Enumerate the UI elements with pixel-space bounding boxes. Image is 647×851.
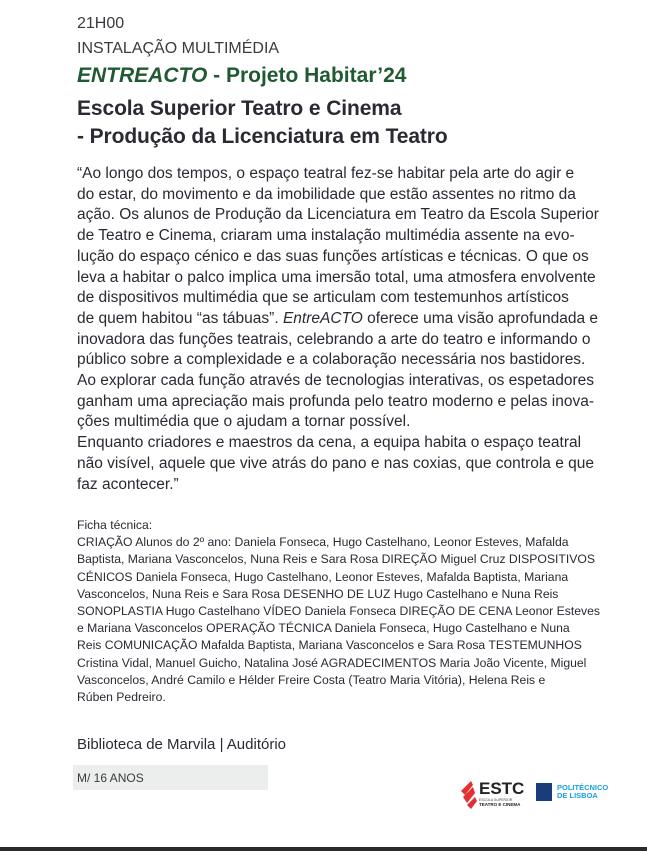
venue: Biblioteca de Marvila | Auditório <box>77 736 287 753</box>
credits-line: CRIAÇÃO Alunos do 2º ano: Daniela Fonseca, Hugo Castelhano, Leonor Esteves, Mafalda <box>77 535 569 550</box>
body-line: de Teatro e Cinema, criaram uma instalação multimédia assente na evo- <box>77 227 575 245</box>
svg-text:TEATRO E CINEMA: TEATRO E CINEMA <box>479 802 521 807</box>
body-line: ganham uma apreciação mais profunda pelo teatro moderno e pelas inova- <box>77 392 594 410</box>
credits-line: Cristina Vidal, Manuel Guicho, Natalina José AGRADECIMENTOS Maria João Vicente, Miguel <box>77 655 587 670</box>
body-text: oferece uma visão aprofundada e <box>362 309 599 327</box>
bottom-bar <box>0 847 647 851</box>
credits-line: Rúben Pedreiro. <box>77 690 166 705</box>
description <box>77 164 599 495</box>
body-line: faz acontecer.” <box>77 475 179 493</box>
event-category: INSTALAÇÃO MULTIMÉDIA <box>77 40 280 57</box>
body-line: de dispositivos multimédia que se articulam com testemunhos artísticos <box>77 289 569 307</box>
ipl-text-1: POLITÉCNICO <box>557 782 609 792</box>
credits-line: Baptista, Mariana Vasconcelos, Nuna Reis e Sara Rosa DIREÇÃO Miguel Cruz DISPOSITIVOS <box>77 552 595 567</box>
body-line: ções multimédia que o ajudam a tornar possível. <box>77 413 411 431</box>
credits-line: Vasconcelos, Nuna Reis e Sara Rosa DESENHO DE LUZ Hugo Castelhano e Nuna Reis <box>77 586 559 601</box>
body-line: lução do espaço cénico e das suas funções artísticas e técnicas. O que os <box>77 247 589 265</box>
body-text: de quem habitou “as tábuas”. <box>77 309 283 327</box>
body-line: Ao explorar cada função através de tecnologias interativas, os espetadores <box>77 372 594 390</box>
credits-line: e Mariana Vasconcelos OPERAÇÃO TÉCNICA Daniela Fonseca, Hugo Castelhano e Nuna <box>77 621 570 636</box>
event-title <box>77 64 406 88</box>
politecnico-lisboa-logo <box>536 783 608 801</box>
body-line: Enquanto criadores e maestros da cena, a equipa habita o espaço teatral <box>77 434 582 452</box>
body-line <box>77 309 599 330</box>
body-line: ação. Os alunos de Produção da Licenciatura em Teatro da Escola Superior <box>77 206 599 224</box>
credits-line: CÉNICOS Daniela Fonseca, Hugo Castelhano, Leonor Esteves, Mafalda Baptista, Mariana <box>77 569 569 584</box>
credits-line: Vasconcelos, André Camilo e Hélder Freire Costa (Teatro Maria Vitória), Helena Reis e <box>77 672 546 687</box>
credits-line: Reis COMUNICAÇÃO Mafalda Baptista, Mariana Vasconcelos e Sara Rosa TESTEMUNHOS <box>77 638 582 653</box>
ipl-text-2: DE LISBOA <box>557 791 598 800</box>
subtitle-line-1: Escola Superior Teatro e Cinema <box>77 97 402 120</box>
age-rating-badge <box>73 765 268 790</box>
title-rest: - Projeto Habitar’24 <box>207 64 407 87</box>
body-line: “Ao longo dos tempos, o espaço teatral fez-se habitar pela arte do agir e <box>77 165 575 182</box>
body-line: público sobre a complexidade e a colaboração necessária nos bastidores. <box>77 351 586 369</box>
subtitle-line-2: - Produção da Licenciatura em Teatro <box>77 125 448 148</box>
body-line: inovadora das funções teatrais, celebrando a arte do teatro e informando o <box>77 330 591 348</box>
credits-heading: Ficha técnica: <box>77 518 153 532</box>
credits <box>77 517 600 706</box>
title-italic: ENTREACTO <box>77 64 208 87</box>
body-line: não visível, aquele que vive atrás do pano e nas coxias, que controla e que <box>77 454 595 472</box>
ipl-mark-icon <box>536 783 552 801</box>
svg-text:ESCOLA SUPERIOR: ESCOLA SUPERIOR <box>479 798 513 802</box>
svg-text:ESTC: ESTC <box>479 779 525 798</box>
event-time: 21H00 <box>77 15 125 32</box>
body-line: do estar, do movimento e da imobilidade que estão assentes no ritmo da <box>77 185 576 203</box>
body-line: leva a habitar o palco implica uma imersão total, uma atmosfera envolvente <box>77 268 596 286</box>
age-rating: M/ 16 ANOS <box>77 771 144 785</box>
estc-logo <box>459 777 529 814</box>
body-italic: EntreACTO <box>282 309 363 327</box>
credits-line: SONOPLASTIA Hugo Castelhano VÍDEO Daniela Fonseca DIREÇÃO DE CENA Leonor Esteves <box>77 604 600 619</box>
